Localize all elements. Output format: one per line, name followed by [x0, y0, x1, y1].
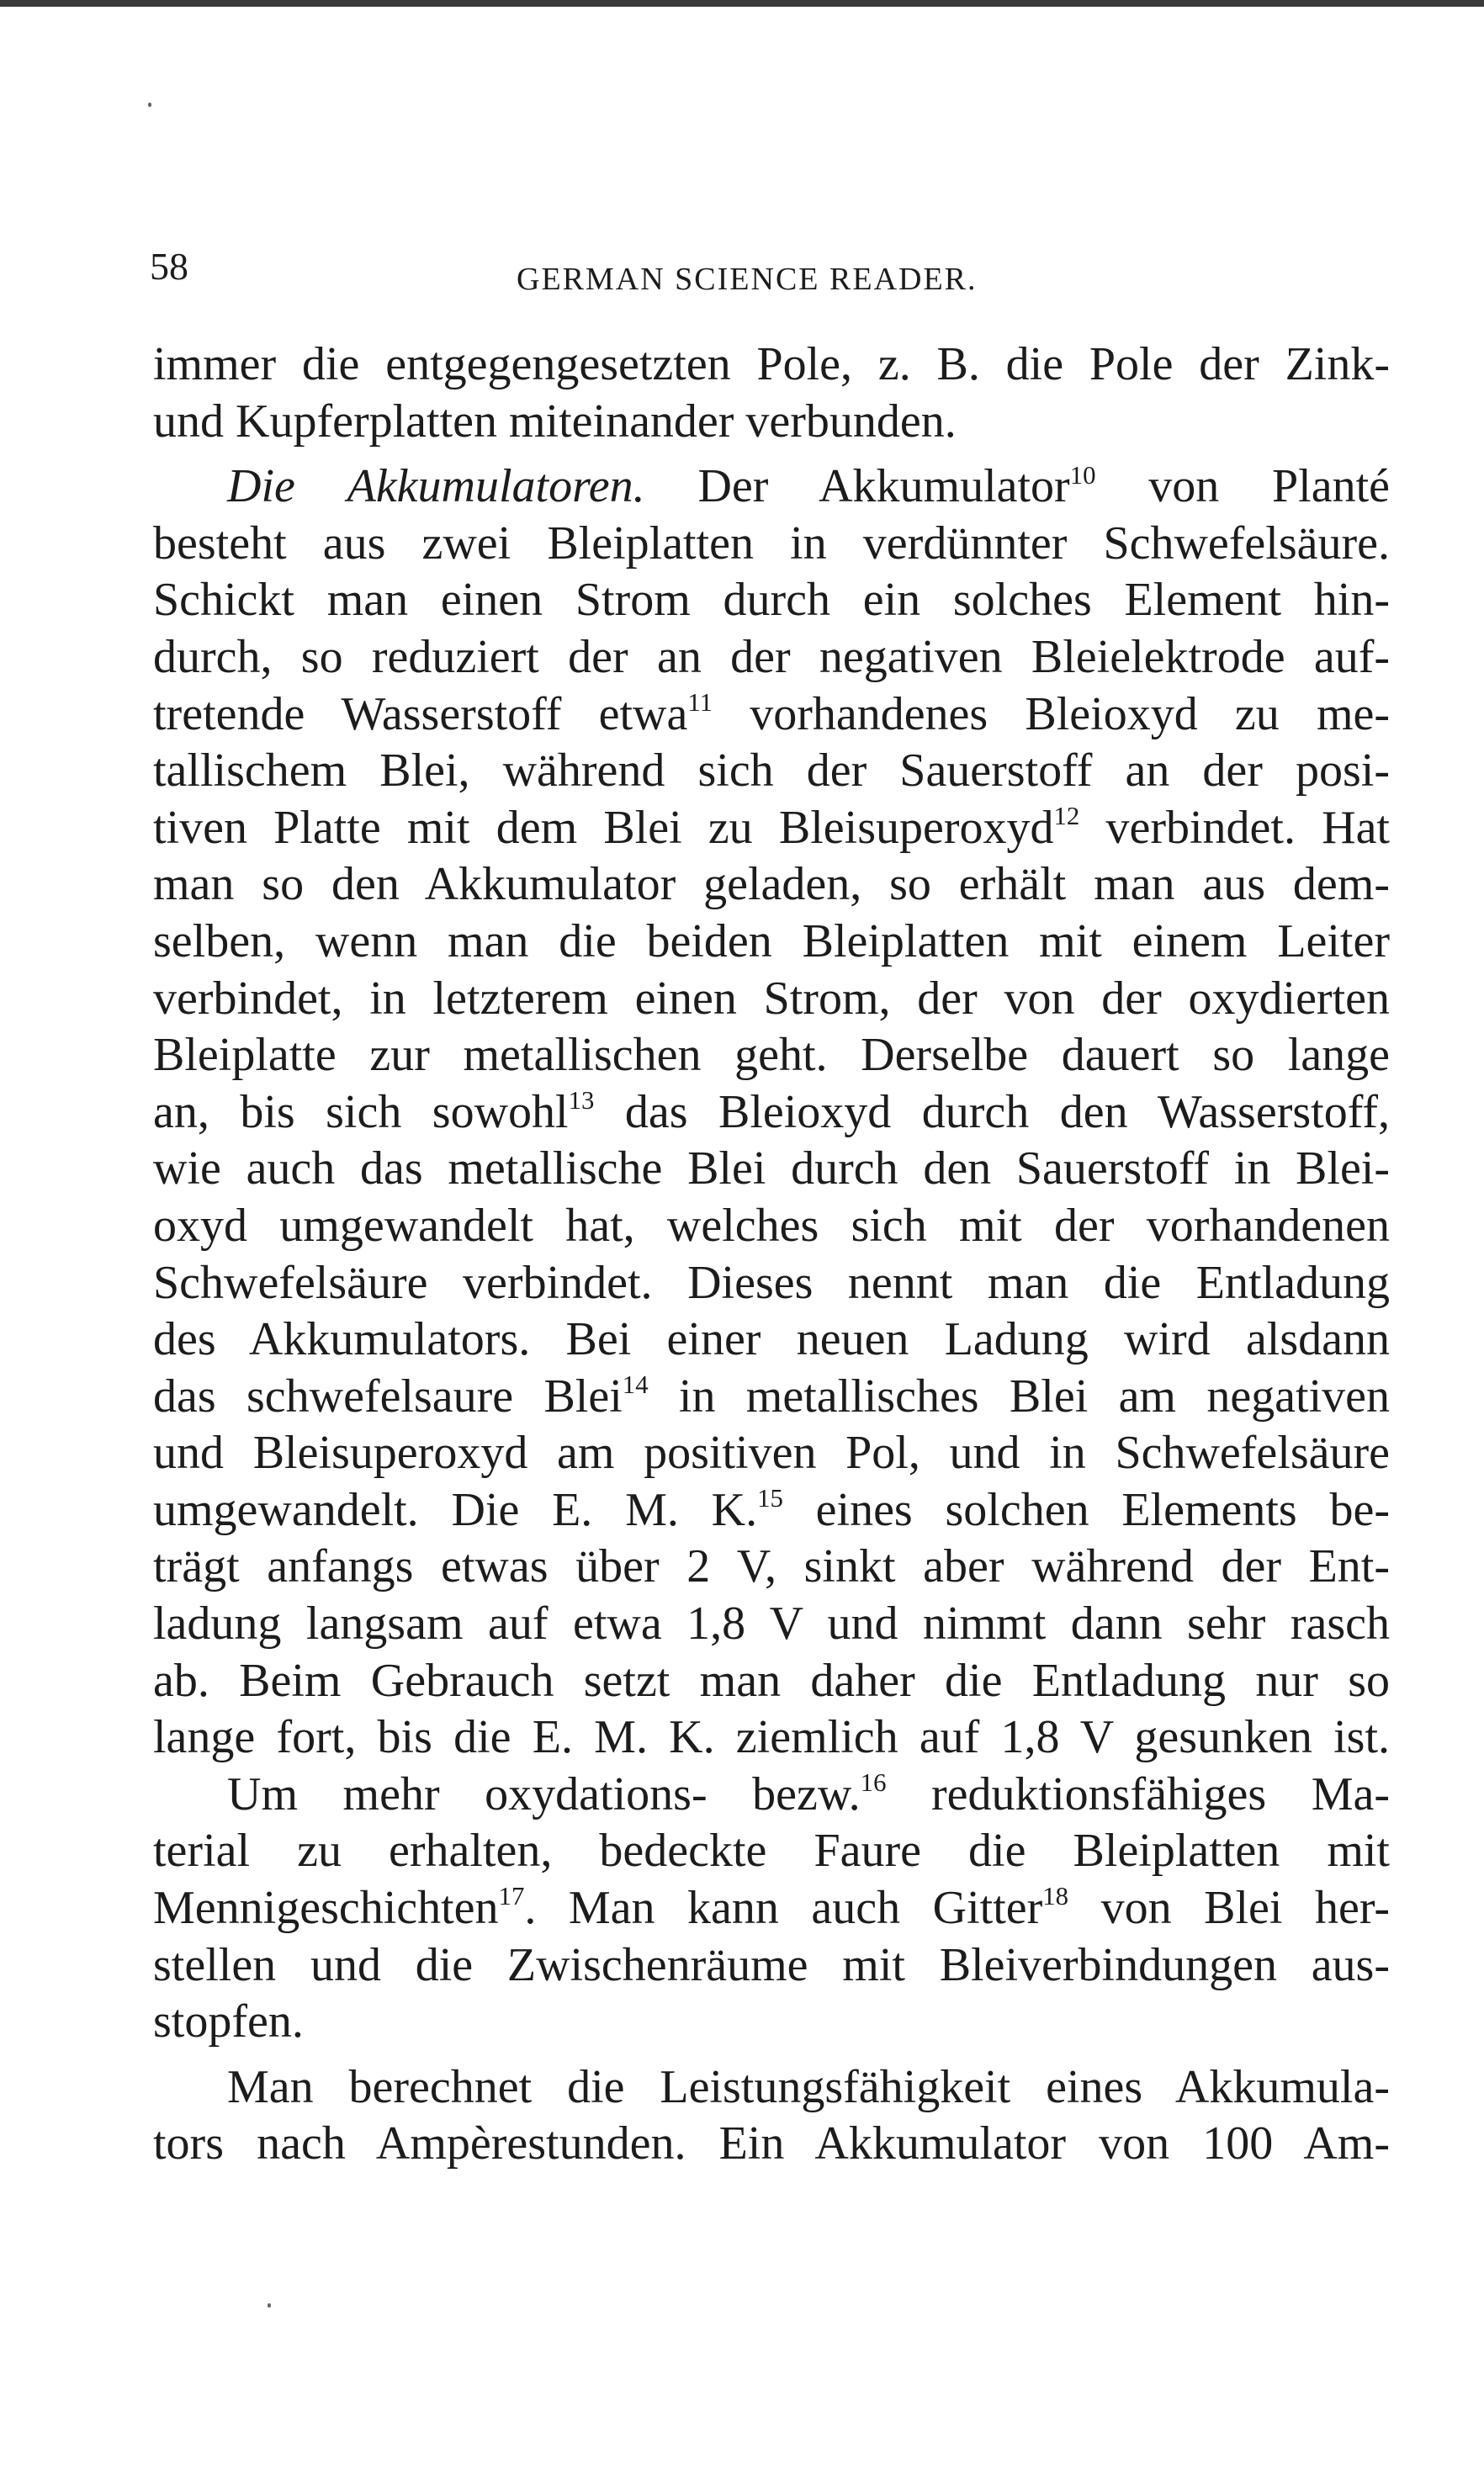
footnote-ref: 14 [622, 1370, 649, 1400]
text-line: Man berechnet die Leistungsfähigkeit eines Akkumula- [227, 2060, 1390, 2113]
text-line: des Akkumulators. Bei einer neuen Ladung wird alsdann [153, 1313, 1390, 1366]
specks [268, 2303, 271, 2308]
text-line: durch, so reduziert der an der negativen Bleielektrode auf- [153, 630, 1390, 683]
footnote-ref: 10 [1069, 460, 1096, 490]
text-line: immer die entgegengesetzten Pole, z. B. die Pole der Zink- [153, 338, 1390, 390]
footnote-ref: 15 [757, 1484, 783, 1513]
text-line: ab. Beim Gebrauch setzt man daher die Entladung nur so [153, 1654, 1390, 1707]
text-line: an, bis sich sowohl$^{13}$ das Bleioxyd durch den Wasserstoff, [153, 1085, 1390, 1138]
footnote-ref: 12 [1053, 802, 1080, 831]
text-line: tors nach Ampèrestunden. Ein Akkumulator von 100 Am- [153, 2117, 1390, 2170]
text-line: und Kupferplatten miteinander verbunden. [153, 395, 957, 448]
text-line: Um mehr oxydations- bezw.$^{16}$ reduktionsfähiges Ma- [227, 1767, 1391, 1820]
text-line: Die Akkumulatoren. Der Akkumulator$^{10}$ von Planté [227, 460, 1390, 513]
text-line: Mennigeschichten$^{17}$. Man kann auch Gitter$^{18}$ von Blei her- [153, 1882, 1391, 1935]
text-line: Schickt man einen Strom durch ein solches Element hin- [153, 574, 1390, 627]
text-line: verbindet, in letzterem einen Strom, der von der oxydierten [153, 972, 1390, 1025]
footnote-ref: 16 [860, 1768, 887, 1798]
section-heading: Die Akkumulatoren. [227, 460, 645, 513]
body-text [153, 336, 1390, 2173]
text-line: Schwefelsäure verbindet. Dieses nennt man die Entladung [153, 1256, 1390, 1309]
text-line: man so den Akkumulator geladen, so erhält man aus dem- [153, 858, 1390, 911]
text-line: und Bleisuperoxyd am positiven Pol, und in Schwefelsäure [153, 1427, 1390, 1480]
page-number: 58 [150, 245, 188, 288]
text-line: tretende Wasserstoff etwa$^{11}$ vorhandenes Bleioxyd zu me- [153, 687, 1391, 740]
text-line: terial zu erhalten, bedeckte Faure die Bleiplatten mit [153, 1825, 1390, 1878]
specks [148, 103, 151, 107]
text-line: umgewandelt. Die E. M. K.$^{15}$ eines solchen Elements be- [153, 1483, 1391, 1536]
footnote-ref: 11 [687, 688, 713, 718]
text-line: tallischem Blei, während sich der Sauerstoff an der posi- [153, 745, 1390, 798]
text-line: Bleiplatte zur metallischen geht. Derselbe dauert so lange [153, 1029, 1390, 1082]
text-line: lange fort, bis die E. M. K. ziemlich auf 1,8 V gesunken ist. [153, 1711, 1390, 1764]
footnote-ref: 18 [1042, 1882, 1069, 1911]
footnote-ref: 17 [498, 1882, 525, 1911]
text-line: tiven Platte mit dem Blei zu Bleisuperoxyd$^{12}$ verbindet. Hat [153, 801, 1390, 854]
text-line: besteht aus zwei Bleiplatten in verdünnter Schwefelsäure. [153, 517, 1390, 570]
text-line: das schwefelsaure Blei$^{14}$ in metallisches Blei am negativen [153, 1370, 1391, 1423]
top-border [0, 0, 1484, 7]
text-line: ladung langsam auf etwa 1,8 V und nimmt dann sehr rasch [153, 1598, 1390, 1651]
text-line: selben, wenn man die beiden Bleiplatten mit einem Leiter [153, 914, 1390, 967]
text-line: oxyd umgewandelt hat, welches sich mit der vorhandenen [153, 1199, 1390, 1252]
text-line: wie auch das metallische Blei durch den Sauerstoff in Blei- [153, 1142, 1390, 1195]
footnote-ref: 13 [568, 1086, 595, 1115]
text-line: trägt anfangs etwas über 2 V, sinkt aber während der Ent- [153, 1540, 1390, 1593]
text-line: stellen und die Zwischenräume mit Bleiverbindungen aus- [153, 1938, 1390, 1991]
text-line: stopfen. [153, 1995, 304, 2048]
running-head: GERMAN SCIENCE READER. [517, 262, 978, 297]
